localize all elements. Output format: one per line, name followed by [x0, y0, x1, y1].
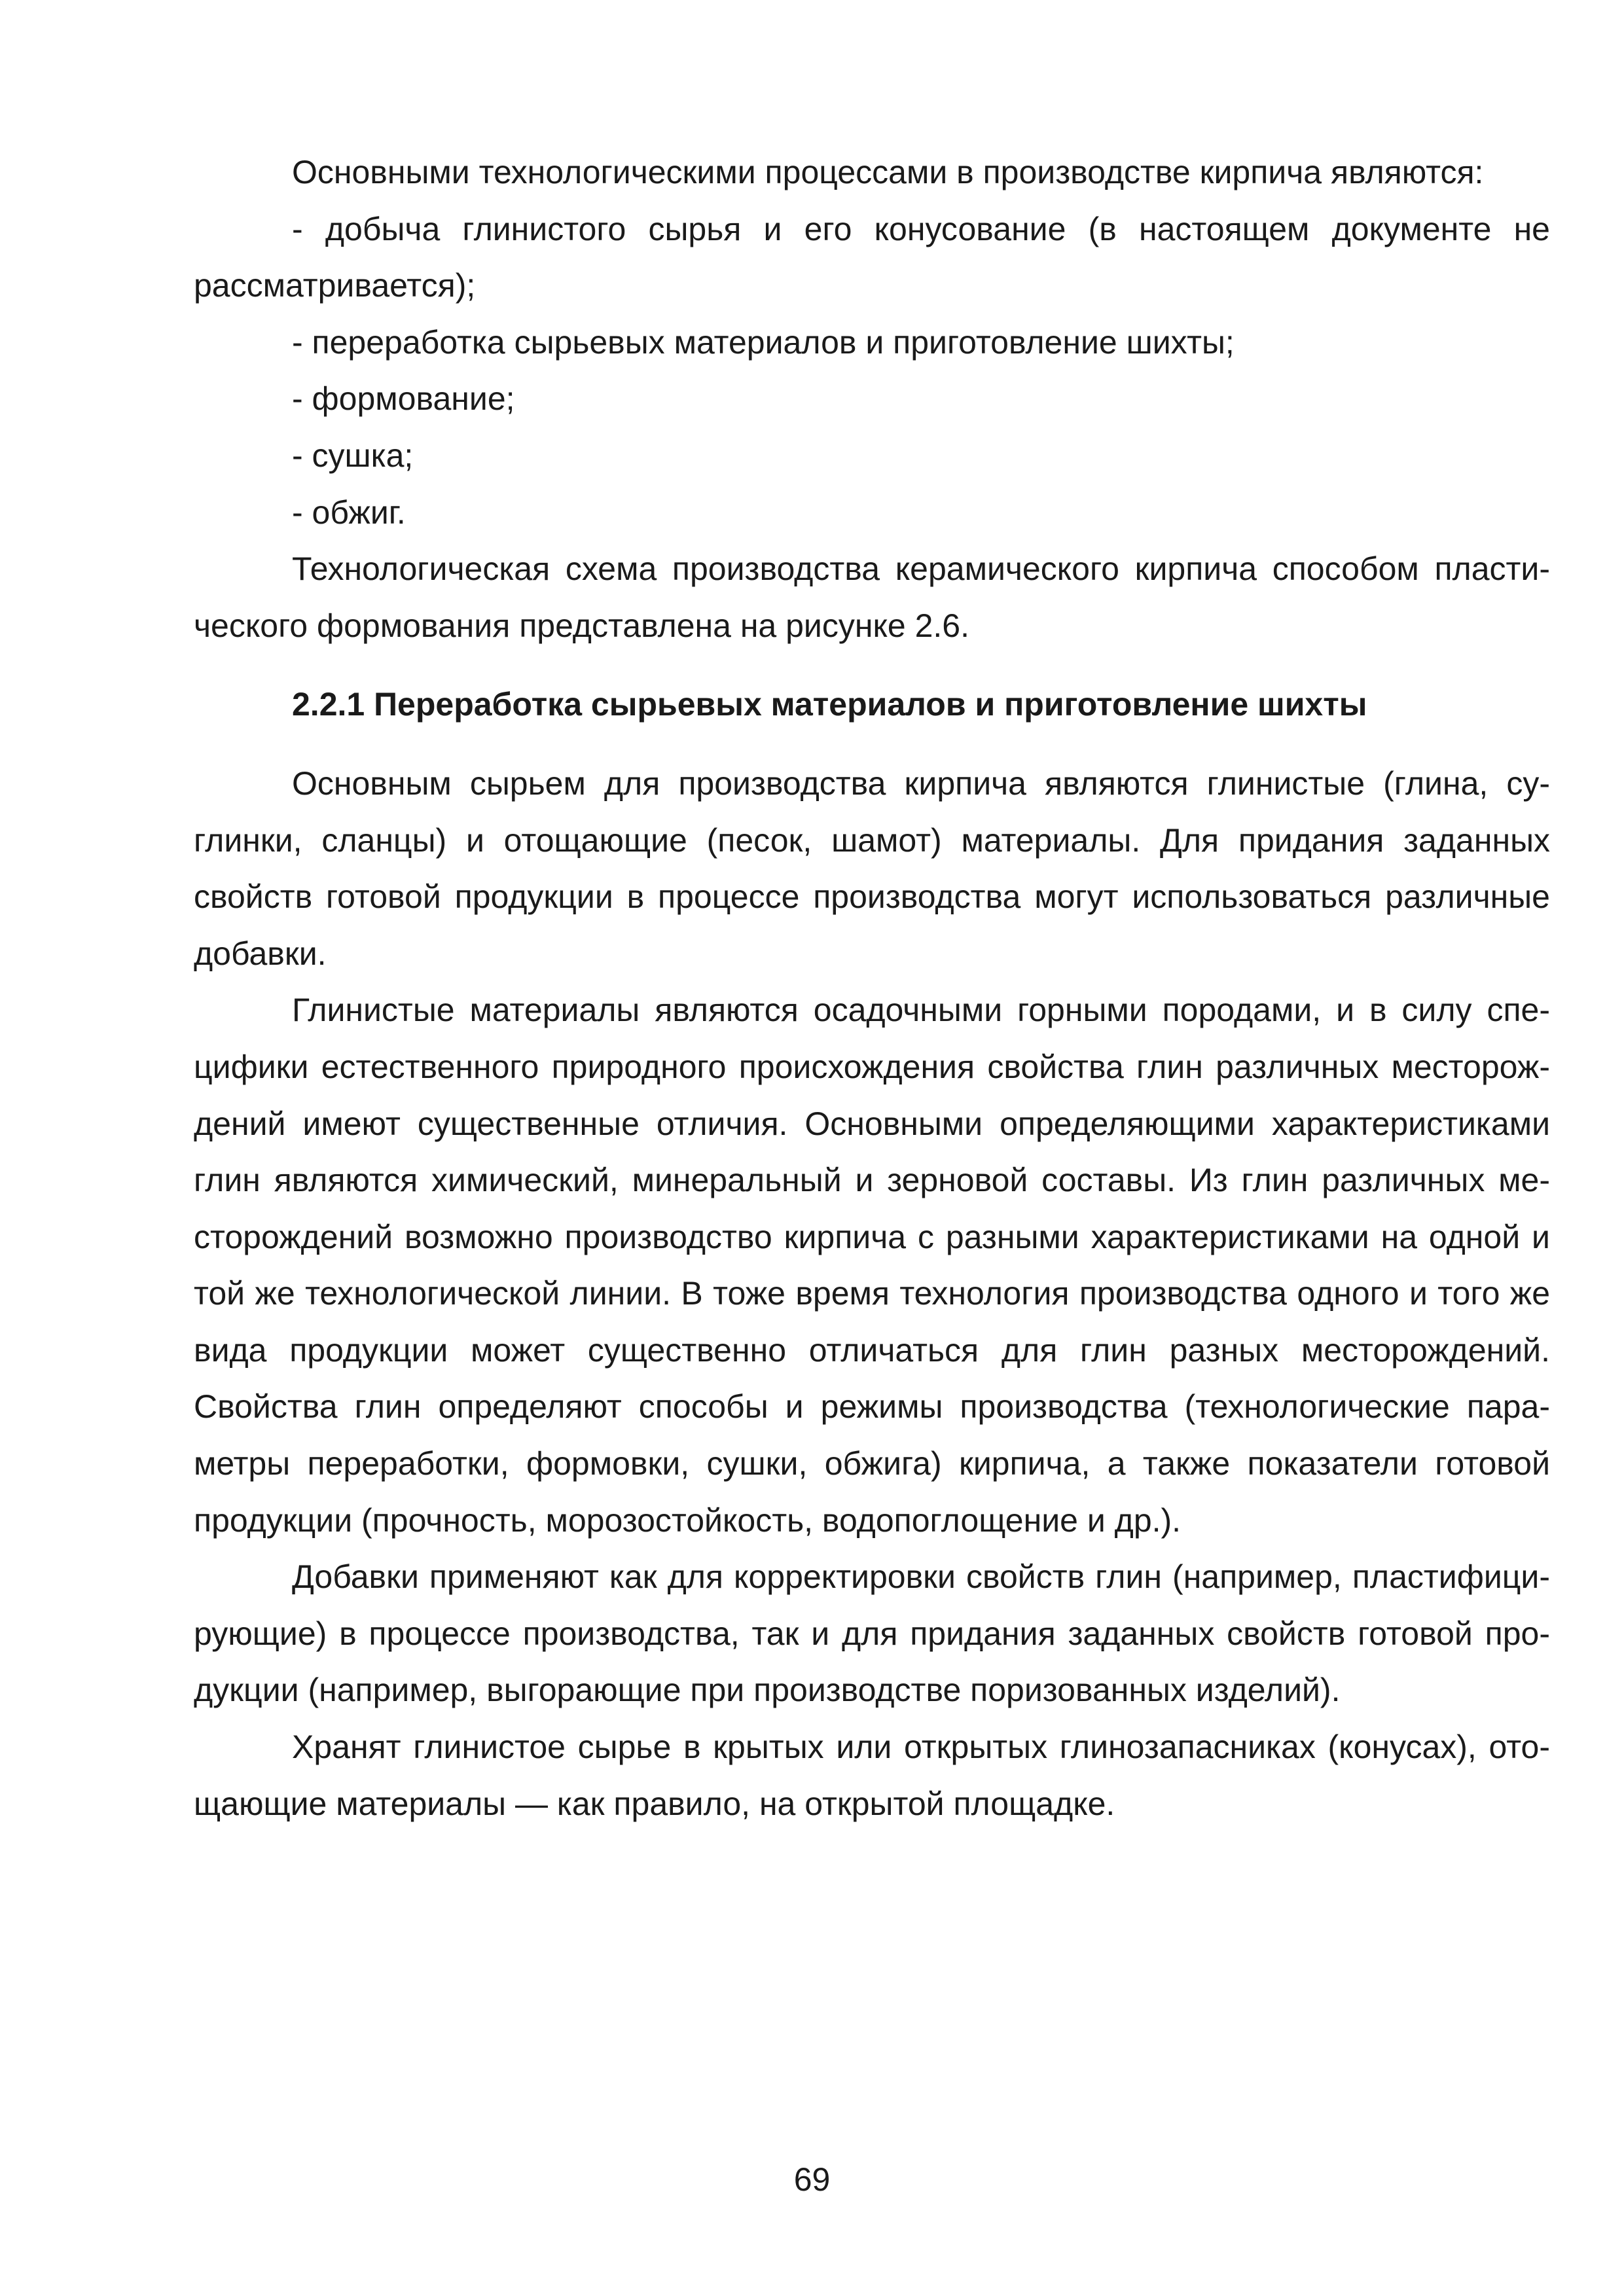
scheme-reference-paragraph: Технологическая схема производства керамического кирпича способом пластического формования представлена на рисунке 2.6.: [194, 550, 1550, 644]
list-item-processing: - переработка сырьевых материалов и приготовление шихты;: [292, 323, 1235, 361]
document-page: [194, 144, 1550, 1832]
list-item-drying: - сушка;: [292, 437, 414, 474]
list-item-firing: - обжиг.: [292, 493, 406, 531]
body-paragraph-clay-properties: Глинистые материалы являются осадочными горными породами, и в силу специфики естественного природного происхождения свойства глин различных месторождений имеют существенные отличия. Основными определяющими характеристиками глин являются химический, минеральный и зерновой составы. Из глин различных месторождений возможно производство кирпича с разными характеристиками на одной и той же технологической линии. В тоже время технология производства одного и того же вида продукции может существенно отличаться для глин разных месторождений. Свойства глин определяют способы и режимы производства (технологические параметры переработки, формовки, сушки, обжига) кирпича, а также показатели готовой продукции (прочность, морозостойкость, водопоглощение и др.).: [194, 992, 1550, 1539]
list-item-extraction: - добыча глинистого сырья и его конусование (в настоящем документе не рассматривается);: [194, 210, 1550, 304]
page-number: 69: [793, 2161, 831, 2198]
section-heading: 2.2.1 Переработка сырьевых материалов и приготовление шихты: [292, 686, 1367, 723]
list-item-forming: - формование;: [292, 380, 515, 418]
intro-lead-paragraph: Основными технологическими процессами в производстве кирпича являются:: [292, 154, 1484, 190]
body-paragraph-storage: Хранят глинистое сырье в крытых или открытых глинозапасниках (конусах), отощающие материалы — как правило, на открытой площадке.: [194, 1729, 1550, 1822]
body-paragraph-additives: Добавки применяют как для корректировки свойств глин (например, пластифицирующие) в процессе производства, так и для придания заданных свойств готовой продукции (например, выгорающие при производстве поризованных изделий).: [194, 1558, 1550, 1709]
body-paragraph-raw-materials: Основным сырьем для производства кирпича являются глинистые (глина, суглинки, сланцы) и отощающие (песок, шамот) материалы. Для придания заданных свойств готовой продукции в процессе производства могут использоваться различные добавки.: [194, 764, 1550, 972]
